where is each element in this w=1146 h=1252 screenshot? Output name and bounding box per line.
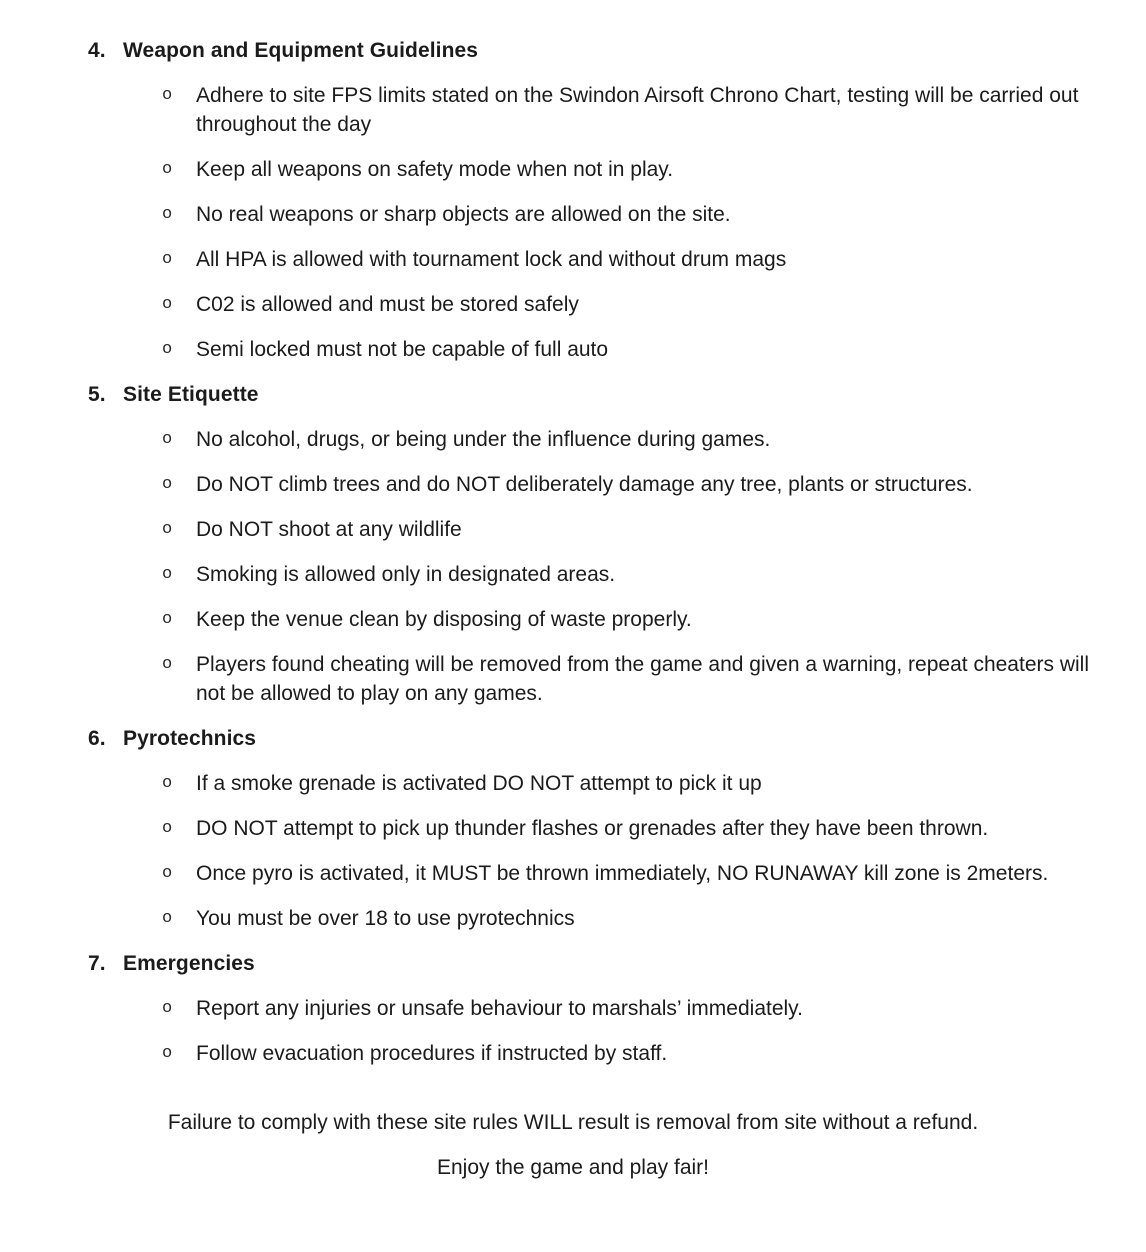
list-item-text: Report any injuries or unsafe behaviour to marshals’ immediately. bbox=[196, 997, 803, 1020]
section-items bbox=[88, 425, 1106, 708]
circle-bullet-icon: o bbox=[162, 205, 173, 224]
list-item-text: Keep all weapons on safety mode when not in play. bbox=[196, 158, 674, 181]
section-heading-pyrotechnics bbox=[88, 724, 1106, 753]
footer bbox=[0, 1108, 1146, 1182]
list-item-text: Keep the venue clean by disposing of waste properly. bbox=[196, 608, 692, 631]
list-item bbox=[88, 769, 1106, 798]
list-item bbox=[88, 290, 1106, 319]
list-item bbox=[88, 605, 1106, 634]
circle-bullet-icon: o bbox=[162, 655, 173, 674]
circle-bullet-icon: o bbox=[162, 1044, 173, 1063]
circle-bullet-icon: o bbox=[162, 520, 173, 539]
circle-bullet-icon: o bbox=[162, 295, 173, 314]
list-item bbox=[88, 904, 1106, 933]
list-item-text: Players found cheating will be removed from the game and given a warning, repeat cheaters will not be allowed to play on any games. bbox=[196, 653, 1089, 705]
list-item bbox=[88, 515, 1106, 544]
section-title: Emergencies bbox=[123, 952, 255, 975]
circle-bullet-icon: o bbox=[162, 610, 173, 629]
circle-bullet-icon: o bbox=[162, 250, 173, 269]
section-number: 5. bbox=[88, 383, 106, 406]
list-item bbox=[88, 560, 1106, 589]
list-item bbox=[88, 425, 1106, 454]
list-item bbox=[88, 994, 1106, 1023]
circle-bullet-icon: o bbox=[162, 340, 173, 359]
list-item bbox=[88, 335, 1106, 364]
list-item bbox=[88, 1039, 1106, 1068]
section-number: 7. bbox=[88, 952, 106, 975]
section-heading-site-etiquette bbox=[88, 380, 1106, 409]
list-item bbox=[88, 814, 1106, 843]
section-number: 6. bbox=[88, 727, 106, 750]
list-item-text: C02 is allowed and must be stored safely bbox=[196, 293, 579, 316]
section-heading-weapon-and-equipment bbox=[88, 36, 1106, 65]
list-item-text: Adhere to site FPS limits stated on the Swindon Airsoft Chrono Chart, testing will be carried out throughout the day bbox=[196, 84, 1079, 136]
circle-bullet-icon: o bbox=[162, 430, 173, 449]
circle-bullet-icon: o bbox=[162, 909, 173, 928]
list-item-text: Once pyro is activated, it MUST be thrown immediately, NO RUNAWAY kill zone is 2meters. bbox=[196, 862, 1049, 885]
section-number: 4. bbox=[88, 39, 106, 62]
circle-bullet-icon: o bbox=[162, 999, 173, 1018]
list-item-text: Do NOT climb trees and do NOT deliberately damage any tree, plants or structures. bbox=[196, 473, 973, 496]
section-title: Pyrotechnics bbox=[123, 727, 257, 750]
circle-bullet-icon: o bbox=[162, 160, 173, 179]
list-item bbox=[88, 859, 1106, 888]
section-items bbox=[88, 994, 1106, 1068]
list-item-text: You must be over 18 to use pyrotechnics bbox=[196, 907, 575, 930]
list-item bbox=[88, 245, 1106, 274]
footer-closing-text: Enjoy the game and play fair! bbox=[437, 1156, 709, 1179]
list-item-text: Semi locked must not be capable of full auto bbox=[196, 338, 609, 361]
list-item-text: If a smoke grenade is activated DO NOT attempt to pick it up bbox=[196, 772, 762, 795]
list-item bbox=[88, 155, 1106, 184]
list-item bbox=[88, 200, 1106, 229]
section-items bbox=[88, 769, 1106, 933]
list-item-text: No real weapons or sharp objects are allowed on the site. bbox=[196, 203, 731, 226]
list-item bbox=[88, 81, 1106, 139]
list-item-text: Follow evacuation procedures if instructed by staff. bbox=[196, 1042, 668, 1065]
list-item-text: Smoking is allowed only in designated areas. bbox=[196, 563, 616, 586]
circle-bullet-icon: o bbox=[162, 819, 173, 838]
circle-bullet-icon: o bbox=[162, 475, 173, 494]
list-item bbox=[88, 650, 1106, 708]
section-items bbox=[88, 81, 1106, 364]
list-item-text: DO NOT attempt to pick up thunder flashes or grenades after they have been thrown. bbox=[196, 817, 989, 840]
list-item-text: All HPA is allowed with tournament lock and without drum mags bbox=[196, 248, 787, 271]
section-title: Weapon and Equipment Guidelines bbox=[123, 39, 479, 62]
circle-bullet-icon: o bbox=[162, 774, 173, 793]
list-item-text: No alcohol, drugs, or being under the influence during games. bbox=[196, 428, 771, 451]
circle-bullet-icon: o bbox=[162, 86, 173, 105]
circle-bullet-icon: o bbox=[162, 565, 173, 584]
section-title: Site Etiquette bbox=[123, 383, 259, 406]
list-item bbox=[88, 470, 1106, 499]
circle-bullet-icon: o bbox=[162, 864, 173, 883]
section-heading-emergencies bbox=[88, 949, 1106, 978]
list-item-text: Do NOT shoot at any wildlife bbox=[196, 518, 462, 541]
footer-warning-text: Failure to comply with these site rules WILL result is removal from site without a refund. bbox=[167, 1111, 979, 1134]
